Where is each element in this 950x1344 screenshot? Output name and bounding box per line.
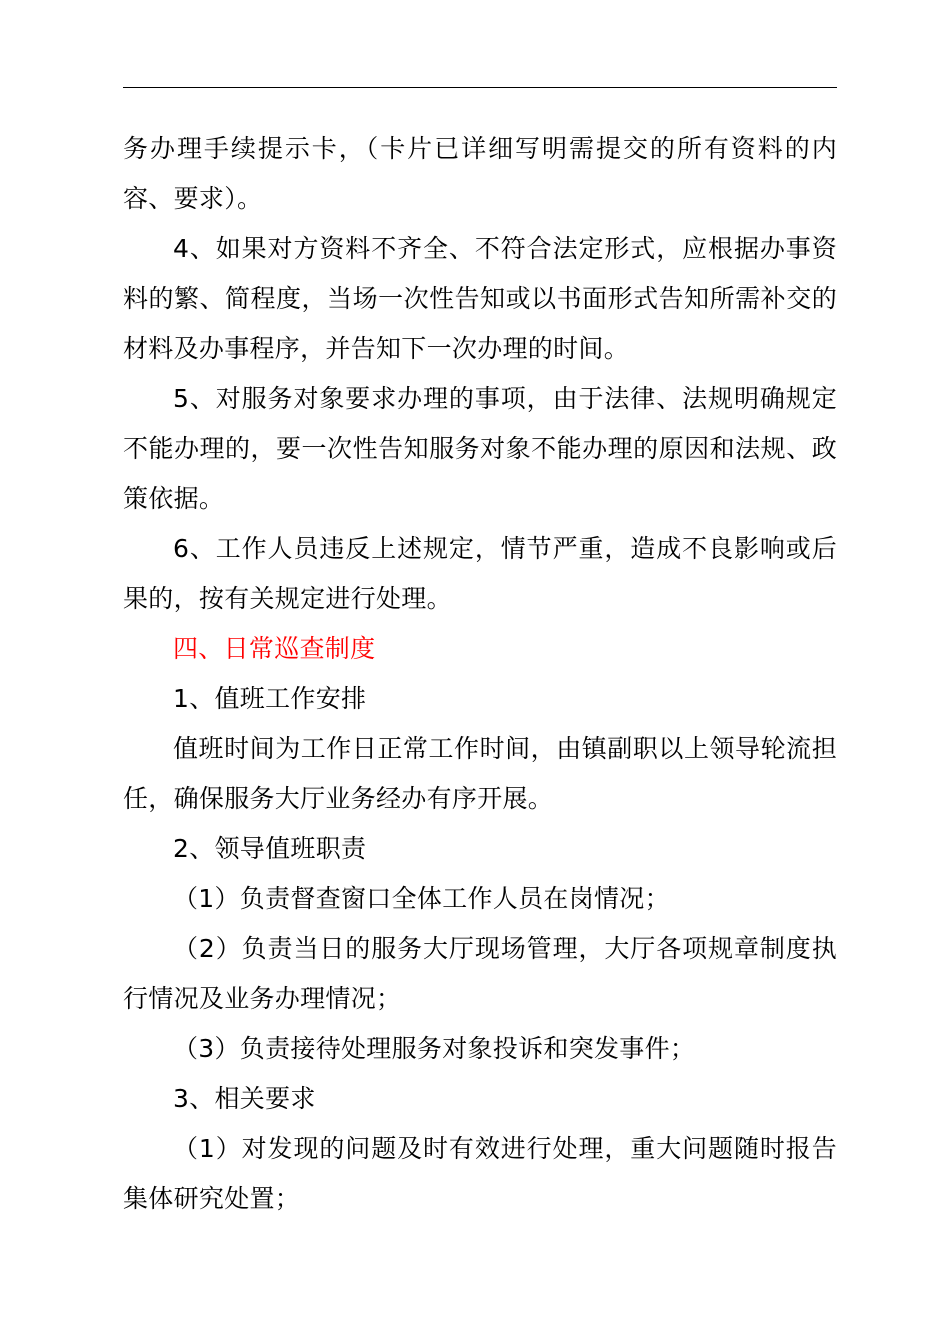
header-rule [123,87,837,88]
list-item-duty-2: （2）负责当日的服务大厅现场管理，大厅各项规章制度执行情况及业务办理情况； [123,934,837,1013]
subheading-leader-duties: 2、领导值班职责 [173,834,367,863]
list-item-duty-3: （3）负责接待处理服务对象投诉和突发事件； [173,1034,696,1063]
subheading-duty-arrangement: 1、值班工作安排 [173,684,367,713]
list-item-duty-1: （1）负责督查窗口全体工作人员在岗情况； [173,884,670,913]
paragraph-item-5: 5、对服务对象要求办理的事项，由于法律、法规明确规定不能办理的，要一次性告知服务对象不能办理的原因和法规、政策依据。 [123,384,837,513]
list-item-requirement-1: （1）对发现的问题及时有效进行处理，重大问题随时报告集体研究处置； [123,1134,837,1213]
document-body [123,124,837,1224]
paragraph-duty-time: 值班时间为工作日正常工作时间，由镇副职以上领导轮流担任，确保服务大厅业务经办有序开展。 [123,734,837,813]
section-heading-daily-inspection: 四、日常巡查制度 [173,634,376,663]
subheading-requirements: 3、相关要求 [173,1084,316,1113]
paragraph-item-6: 6、工作人员违反上述规定，情节严重，造成不良影响或后果的，按有关规定进行处理。 [123,534,837,613]
paragraph-continuation: 务办理手续提示卡，（卡片已详细写明需提交的所有资料的内容、要求）。 [123,134,837,213]
paragraph-item-4: 4、如果对方资料不齐全、不符合法定形式，应根据办事资料的繁、简程度，当场一次性告知或以书面形式告知所需补交的材料及办事程序，并告知下一次办理的时间。 [123,234,837,363]
